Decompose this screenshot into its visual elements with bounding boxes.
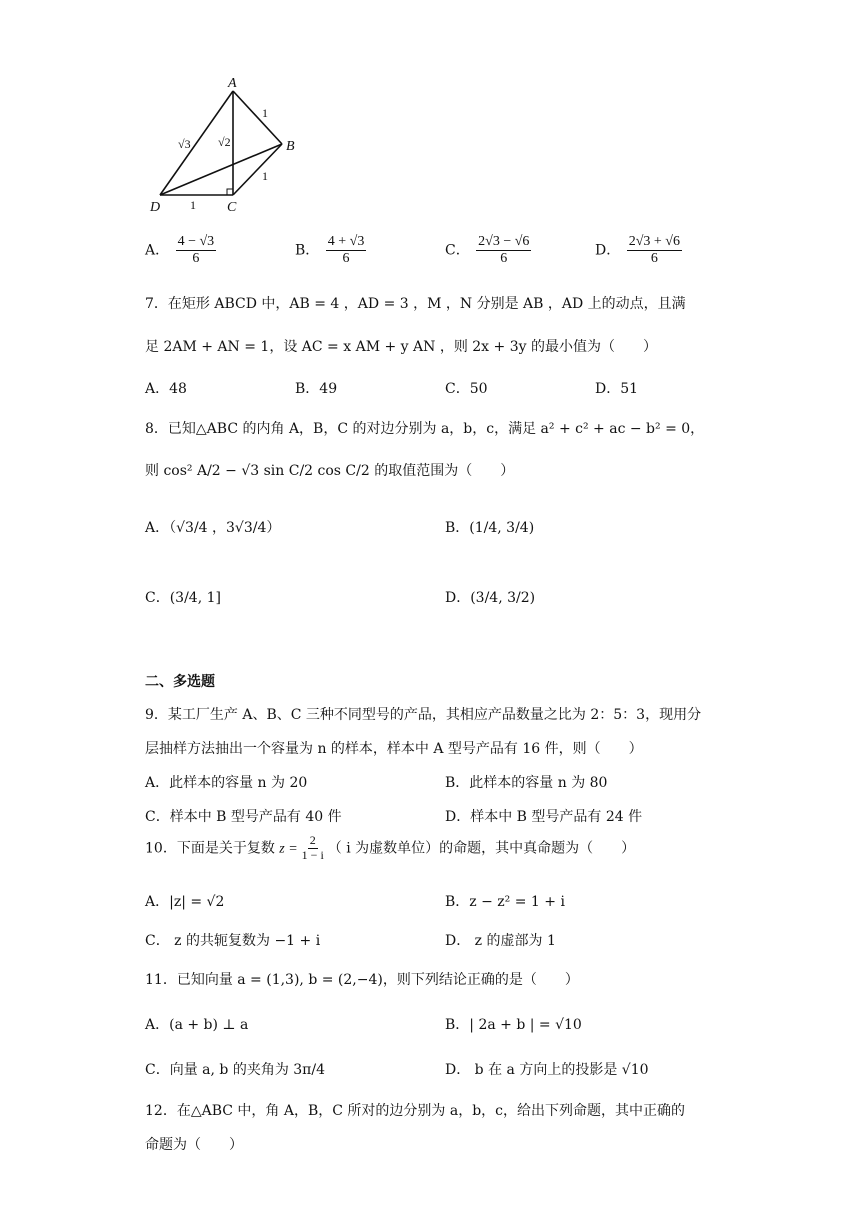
q8-option-d: D．(3/4, 3/2)	[445, 590, 536, 606]
q7-line-2: 足 2AM + AN = 1，设 AC = x AM + y AN ，则 2x + 3y 的最小值为（ ）	[145, 339, 657, 355]
q7-option-d: D．51	[595, 381, 639, 397]
q6-option-a-den: 6	[192, 251, 200, 267]
q9-option-c: C．样本中 B 型号产品有 40 件	[145, 809, 342, 825]
edge-label-ab: 1	[262, 106, 268, 120]
q10-stem	[145, 834, 635, 863]
q10-stem-z: z =	[279, 841, 298, 857]
q10-stem-post: （ i 为虚数单位）的命题，其中真命题为（ ）	[327, 840, 636, 857]
q8-option-b: B．(1/4, 3/4)	[445, 520, 535, 536]
q7-line-1: 7．在矩形 ABCD 中，AB = 4 ，AD = 3 ，M ，N 分别是 AB ，AD 上的动点，且满	[145, 296, 686, 312]
q7-option-a: A．48	[145, 381, 187, 397]
q10-option-d: D． z 的虚部为 1	[445, 933, 556, 949]
q9-option-a: A．此样本的容量 n 为 20	[145, 775, 308, 791]
q10-frac-num: 2	[309, 833, 316, 847]
q11-option-a: A．(a + b) ⊥ a	[145, 1017, 249, 1033]
q6-option-a	[145, 234, 218, 267]
edge-bc	[233, 144, 282, 195]
q8-option-a: A．（√3/4 ，3√3/4）	[145, 520, 281, 536]
q6-option-d	[595, 234, 684, 267]
q6-option-d-label: D．	[595, 242, 621, 259]
vertex-label-a: A	[228, 76, 237, 91]
q6-option-d-den: 6	[650, 251, 658, 267]
edge-label-ac: √2	[218, 135, 231, 149]
q6-option-c-den: 6	[500, 251, 508, 267]
q11-stem: 11．已知向量 a = (1,3), b = (2,−4)，则下列结论正确的是（ ）	[145, 972, 579, 988]
q6-option-d-num: 2√3 + √6	[627, 234, 682, 251]
edge-label-bc: 1	[262, 169, 268, 183]
q6-option-b-label: B．	[295, 242, 320, 259]
q9-line-1: 9．某工厂生产 A、B、C 三种不同型号的产品，其相应产品数量之比为 2：5：3，现用分	[145, 707, 702, 723]
q10-stem-pre: 10．下面是关于复数	[145, 840, 280, 857]
q7-option-c: C．50	[445, 381, 488, 397]
edge-label-dc: 1	[190, 198, 196, 212]
q6-option-b-num: 4 + √3	[326, 234, 367, 251]
q12-line-1: 12．在△ABC 中，角 A，B，C 所对的边分别为 a，b，c，给出下列命题，其中正确的	[145, 1103, 686, 1119]
q6-option-a-label: A．	[145, 242, 170, 259]
edge-label-ad: √3	[178, 137, 191, 151]
vertex-label-b: B	[286, 139, 295, 154]
q11-option-c: C．向量 a, b 的夹角为 3π/4	[145, 1062, 326, 1078]
q6-option-c-num: 2√3 − √6	[476, 234, 531, 251]
q6-option-b-den: 6	[342, 251, 350, 267]
q10-option-c: C． z 的共轭复数为 −1 + i	[145, 933, 321, 949]
q6-option-b	[295, 234, 368, 267]
q8-line-2: 则 cos² A/2 − √3 sin C/2 cos C/2 的取值范围为（ ）	[145, 463, 515, 479]
q11-option-b: B．| 2a + b | = √10	[445, 1017, 582, 1033]
q10-option-a: A．|z| = √2	[145, 894, 225, 910]
q11-option-d: D． b 在 a 方向上的投影是 √10	[445, 1062, 649, 1078]
q8-option-c: C．(3/4, 1]	[145, 590, 221, 606]
geometry-figure	[0, 0, 860, 220]
q9-option-d: D．样本中 B 型号产品有 24 件	[445, 809, 643, 825]
edge-ab	[233, 91, 282, 144]
right-angle-mark	[227, 189, 233, 195]
q6-option-c-label: C．	[445, 242, 470, 259]
q10-option-b: B．z − z² = 1 + i	[445, 894, 565, 910]
vertex-label-c: C	[227, 200, 237, 215]
q12-line-2: 命题为（ ）	[145, 1137, 243, 1153]
q9-option-b: B．此样本的容量 n 为 80	[445, 775, 608, 791]
q8-line-1: 8．已知△ABC 的内角 A，B，C 的对边分别为 a，b，c，满足 a² + c² + ac − b² = 0，	[145, 421, 705, 437]
q6-option-a-num: 4 − √3	[176, 234, 217, 251]
q9-line-2: 层抽样方法抽出一个容量为 n 的样本，样本中 A 型号产品有 16 件，则（ ）	[145, 741, 643, 757]
q10-frac-den: 1 − i	[301, 847, 324, 862]
q7-option-b: B．49	[295, 381, 338, 397]
section-heading-multiple-choice: 二、多选题	[145, 674, 215, 690]
q6-option-c	[445, 234, 533, 267]
vertex-label-d: D	[150, 200, 161, 215]
